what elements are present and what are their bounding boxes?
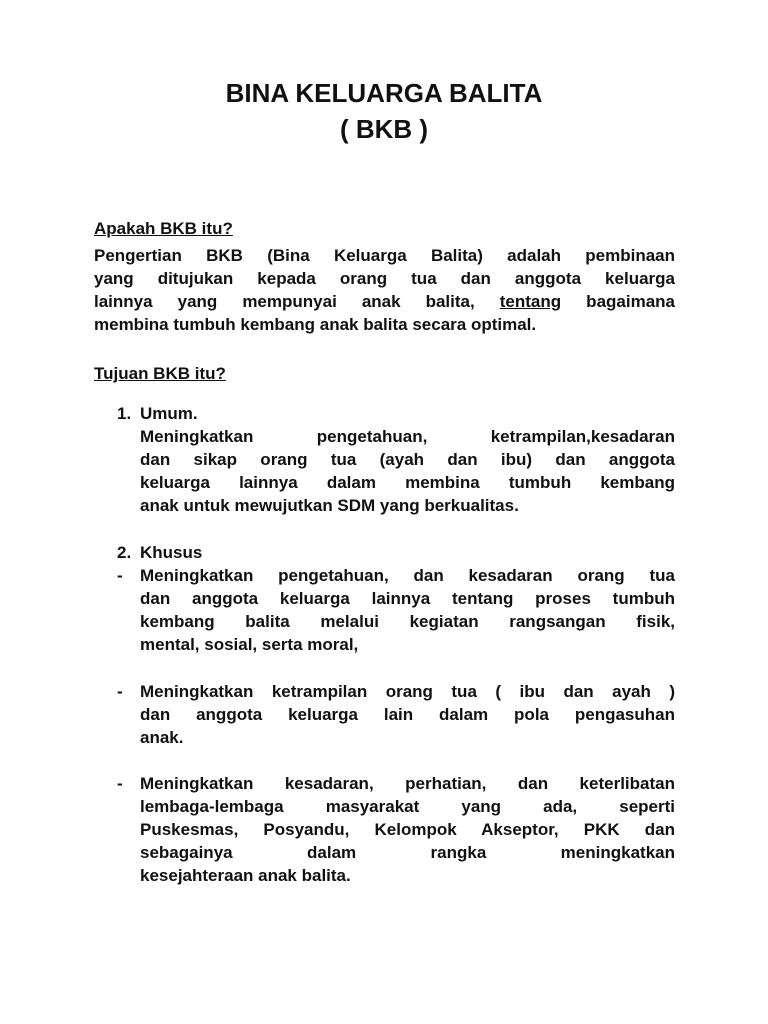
paragraph-line: yang ditujukan kepada orang tua dan anggota keluarga bbox=[94, 269, 675, 288]
khusus-item bbox=[140, 564, 675, 656]
item-label: Umum. bbox=[140, 404, 198, 423]
list-number: 2. bbox=[117, 543, 132, 562]
bullet-dash: - bbox=[117, 682, 123, 701]
underlined-word: tentang bbox=[499, 292, 562, 311]
item-label: Khusus bbox=[140, 543, 203, 562]
umum-item bbox=[140, 402, 675, 517]
paragraph-line bbox=[94, 290, 675, 313]
item-line: lembaga-lembaga masyarakat yang ada, seperti bbox=[140, 797, 675, 816]
item-line: sebagainya dalam rangka meningkatkan bbox=[140, 843, 675, 862]
paragraph-text: lainnya yang mempunyai anak balita, bbox=[94, 292, 500, 311]
item-line: Meningkatkan pengetahuan, dan kesadaran orang tua bbox=[140, 566, 675, 585]
paragraph-line: membina tumbuh kembang anak balita secara optimal. bbox=[94, 315, 537, 334]
item-line: mental, sosial, serta moral, bbox=[140, 635, 359, 654]
item-line: Meningkatkan kesadaran, perhatian, dan keterlibatan bbox=[140, 774, 675, 793]
item-line: Meningkatkan ketrampilan orang tua ( ibu dan ayah ) bbox=[140, 682, 675, 701]
paragraph-text: bagaimana bbox=[561, 292, 675, 311]
item-line: dan sikap orang tua (ayah dan ibu) dan anggota bbox=[140, 450, 675, 469]
item-line: dan anggota keluarga lain dalam pola pengasuhan bbox=[140, 705, 675, 724]
document-subtitle: ( BKB ) bbox=[339, 114, 429, 144]
item-line: Puskesmas, Posyandu, Kelompok Akseptor, PKK dan bbox=[140, 820, 675, 839]
section-heading-tujuan: Tujuan BKB itu? bbox=[94, 364, 226, 383]
item-line: kembang balita melalui kegiatan rangsangan fisik, bbox=[140, 612, 675, 631]
item-line: kesejahteraan anak balita. bbox=[140, 866, 351, 885]
bullet-dash: - bbox=[117, 566, 123, 585]
definition-paragraph bbox=[94, 244, 675, 336]
item-line: anak untuk mewujutkan SDM yang berkualitas. bbox=[140, 496, 519, 515]
item-line: keluarga lainnya dalam membina tumbuh kembang bbox=[140, 473, 675, 492]
section-heading-apakah: Apakah BKB itu? bbox=[94, 219, 233, 238]
bullet-dash: - bbox=[117, 774, 123, 793]
khusus-item bbox=[140, 772, 675, 887]
khusus-item bbox=[140, 680, 675, 749]
item-line: anak. bbox=[140, 728, 184, 747]
document-title: BINA KELUARGA BALITA bbox=[225, 78, 543, 108]
item-line: Meningkatkan pengetahuan, ketrampilan,kesadaran bbox=[140, 427, 675, 446]
item-line: dan anggota keluarga lainnya tentang proses tumbuh bbox=[140, 589, 675, 608]
paragraph-line: Pengertian BKB (Bina Keluarga Balita) adalah pembinaan bbox=[94, 246, 675, 265]
list-number: 1. bbox=[117, 404, 132, 423]
